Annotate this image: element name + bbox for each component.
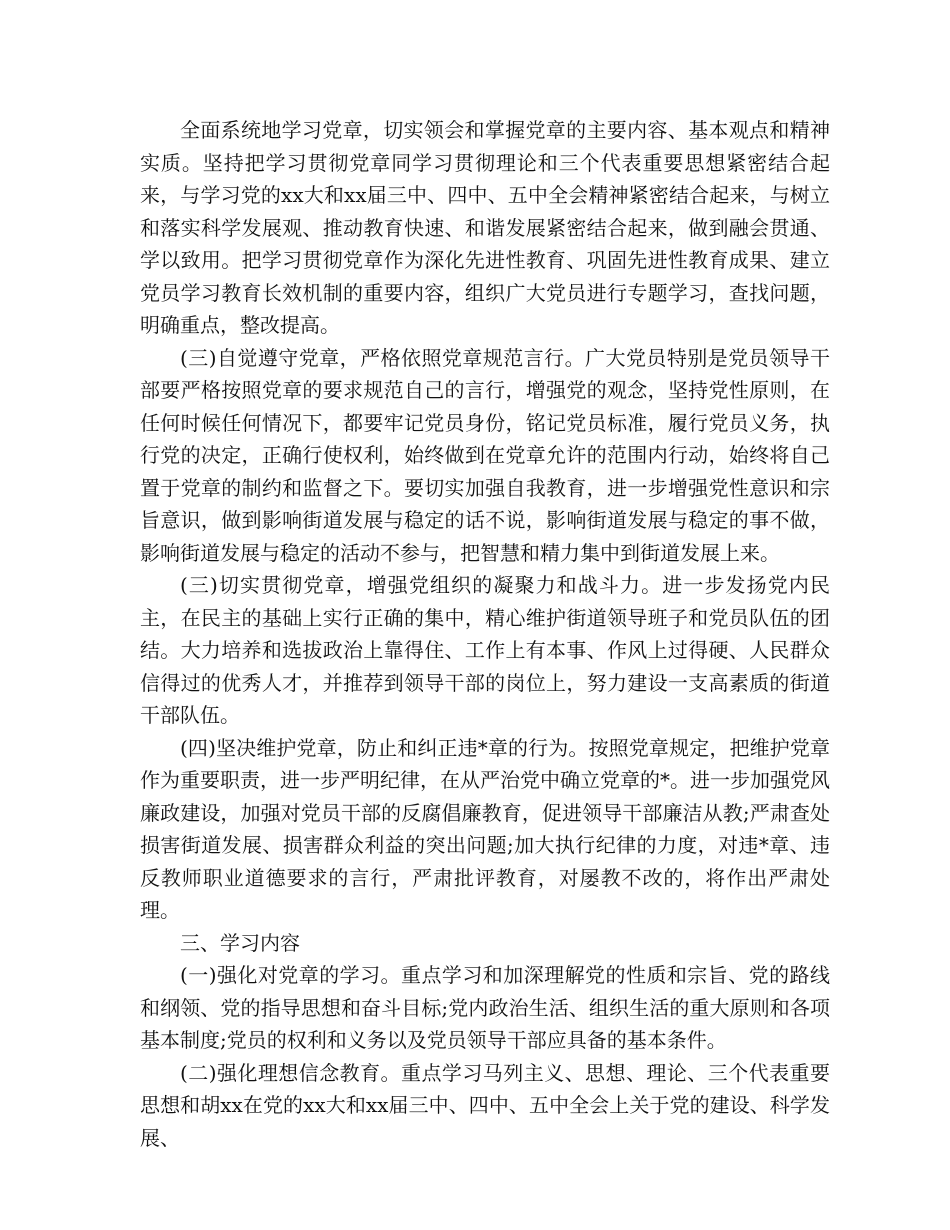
document-page bbox=[140, 114, 830, 1154]
paragraph-abide-constitution: (三)自觉遵守党章，严格依照党章规范言行。广大党员特别是党员领导干部要严格按照党章的要求规范自己的言行，增强党的观念，坚持党性原则，在任何时候任何情况下，都要牢记党员身份，铭记党员标准，履行党员义务，执行党的决定，正确行使权利，始终做到在党章允许的范围内行动，始终将自己置于党章的制约和监督之下。要切实加强自我教育，进一步增强党性意识和宗旨意识，做到影响街道发展与稳定的话不说，影响街道发展与稳定的事不做，影响街道发展与稳定的活动不参与，把智慧和精力集中到街道发展上来。 bbox=[140, 345, 830, 565]
paragraph-strengthen-study: (一)强化对党章的学习。重点学习和加深理解党的性质和宗旨、党的路线和纲领、党的指导思想和奋斗目标;党内政治生活、组织生活的重大原则和各项基本制度;党员的权利和义务以及党员领导干部应具备的基本条件。 bbox=[140, 963, 830, 1052]
paragraph-implement-constitution: (三)切实贯彻党章，增强党组织的凝聚力和战斗力。进一步发扬党内民主，在民主的基础上实行正确的集中，精心维护街道领导班子和党员队伍的团结。大力培养和选拔政治上靠得住、工作上有本事、作风上过得硬、人民群众信得过的优秀人才，并推荐到领导干部的岗位上，努力建设一支高素质的街道干部队伍。 bbox=[140, 573, 830, 727]
paragraph-ideals-education: (二)强化理想信念教育。重点学习马列主义、思想、理论、三个代表重要思想和胡xx在党的xx大和xx届三中、四中、五中全会上关于党的建设、科学发展、 bbox=[140, 1060, 830, 1150]
section-heading-study-content: 三、学习内容 bbox=[180, 930, 300, 955]
paragraph-uphold-constitution: (四)坚决维护党章，防止和纠正违*章的行为。按照党章规定，把维护党章作为重要职责，进一步严明纪律，在从严治党中确立党章的*。进一步加强党风廉政建设，加强对党员干部的反腐倡廉教育，促进领导干部廉洁从教;严肃查处损害街道发展、损害群众利益的突出问题;加大执行纪律的力度，对违*章、违反教师职业道德要求的言行，严肃批评教育，对屡教不改的，将作出严肃处理。 bbox=[140, 735, 830, 922]
paragraph-study-party-constitution: 全面系统地学习党章，切实领会和掌握党章的主要内容、基本观点和精神实质。坚持把学习贯彻党章同学习贯彻理论和三个代表重要思想紧密结合起来，与学习党的xx大和xx届三中、四中、五中全会精神紧密结合起来，与树立和落实科学发展观、推动教育快速、和谐发展紧密结合起来，做到融会贯通、学以致用。把学习贯彻党章作为深化先进性教育、巩固先进性教育成果、建立党员学习教育长效机制的重要内容，组织广大党员进行专题学习，查找问题，明确重点，整改提高。 bbox=[140, 118, 830, 337]
